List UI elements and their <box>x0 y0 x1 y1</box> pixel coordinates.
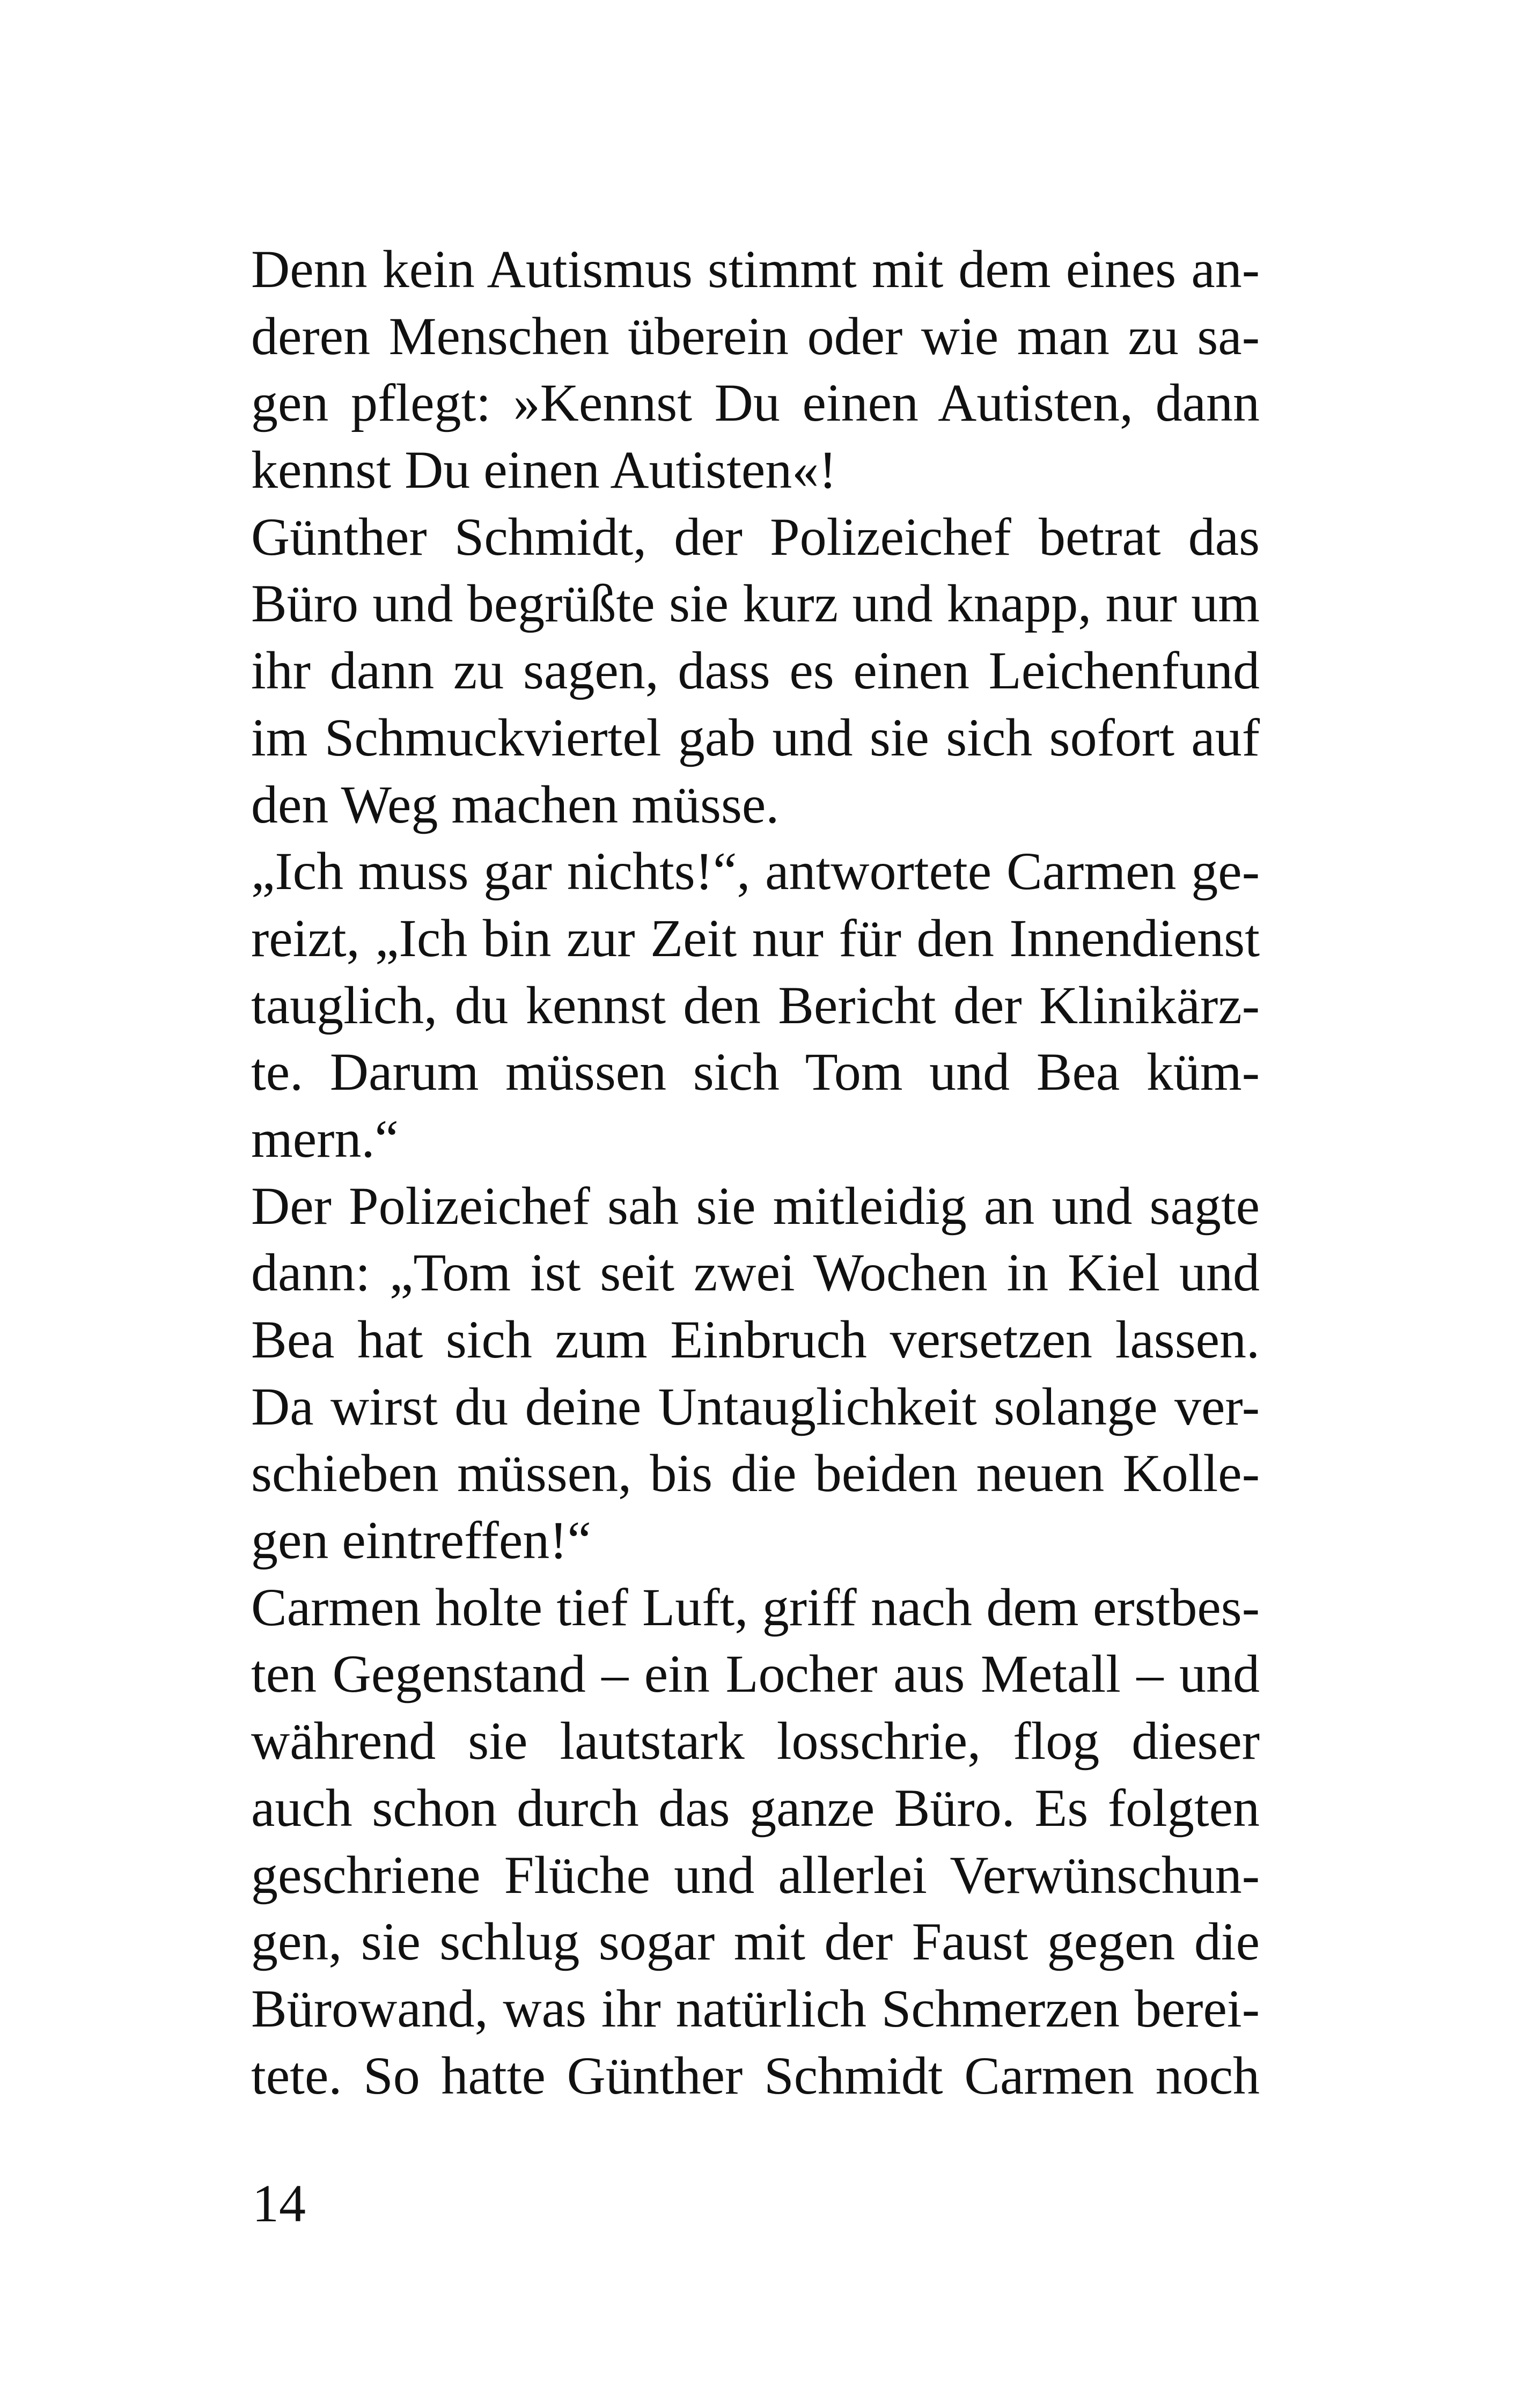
text-line: „Ich muss gar nichts!“, antwortete Carmen ge- <box>251 841 1260 901</box>
page-number: 14 <box>252 2174 306 2233</box>
text-line: Der Polizeichef sah sie mitleidig an und sagte <box>251 1176 1260 1236</box>
text-line: Da wirst du deine Untauglichkeit solange ver- <box>251 1376 1260 1436</box>
text-line: reizt, „Ich bin zur Zeit nur für den Innendienst <box>251 908 1260 968</box>
text-line: Denn kein Autismus stimmt mit dem eines an- <box>251 239 1260 299</box>
text-line: schieben müssen, bis die beiden neuen Kolle- <box>251 1443 1260 1503</box>
text-line: tauglich, du kennst den Bericht der Klinikärz- <box>251 975 1260 1035</box>
text-line: gen eintreffen!“ <box>251 1510 591 1570</box>
text-line: kennst Du einen Autisten«! <box>251 440 837 500</box>
text-line: Büro und begrüßte sie kurz und knapp, nur um <box>251 574 1260 634</box>
text-line: te. Darum müssen sich Tom und Bea küm- <box>251 1042 1260 1102</box>
text-line: ihr dann zu sagen, dass es einen Leichenfund <box>251 641 1260 701</box>
text-line: gen pflegt: »Kennst Du einen Autisten, dann <box>251 373 1260 433</box>
text-line: mern.“ <box>251 1108 399 1169</box>
text-line: Bürowand, was ihr natürlich Schmerzen berei- <box>251 1978 1260 2038</box>
text-line: Carmen holte tief Luft, griff nach dem erstbes- <box>251 1577 1260 1637</box>
text-line: gen, sie schlug sogar mit der Faust gegen die <box>251 1912 1260 1972</box>
text-line: tete. So hatte Günther Schmidt Carmen noch <box>251 2045 1260 2105</box>
text-line: den Weg machen müsse. <box>251 774 780 834</box>
text-line: im Schmuckviertel gab und sie sich sofort auf <box>251 707 1260 767</box>
text-line: deren Menschen überein oder wie man zu sa- <box>251 306 1260 366</box>
text-line: geschriene Flüche und allerlei Verwünschun- <box>251 1845 1260 1905</box>
text-line: Bea hat sich zum Einbruch versetzen lassen. <box>251 1310 1260 1369</box>
text-line: dann: „Tom ist seit zwei Wochen in Kiel und <box>251 1243 1260 1303</box>
body-text <box>251 236 1260 2109</box>
text-line: ten Gegenstand – ein Locher aus Metall – und <box>251 1644 1260 1704</box>
text-line: Günther Schmidt, der Polizeichef betrat das <box>251 506 1260 567</box>
text-line: auch schon durch das ganze Büro. Es folgten <box>251 1778 1260 1838</box>
text-line: während sie lautstark losschrie, flog dieser <box>251 1711 1260 1771</box>
